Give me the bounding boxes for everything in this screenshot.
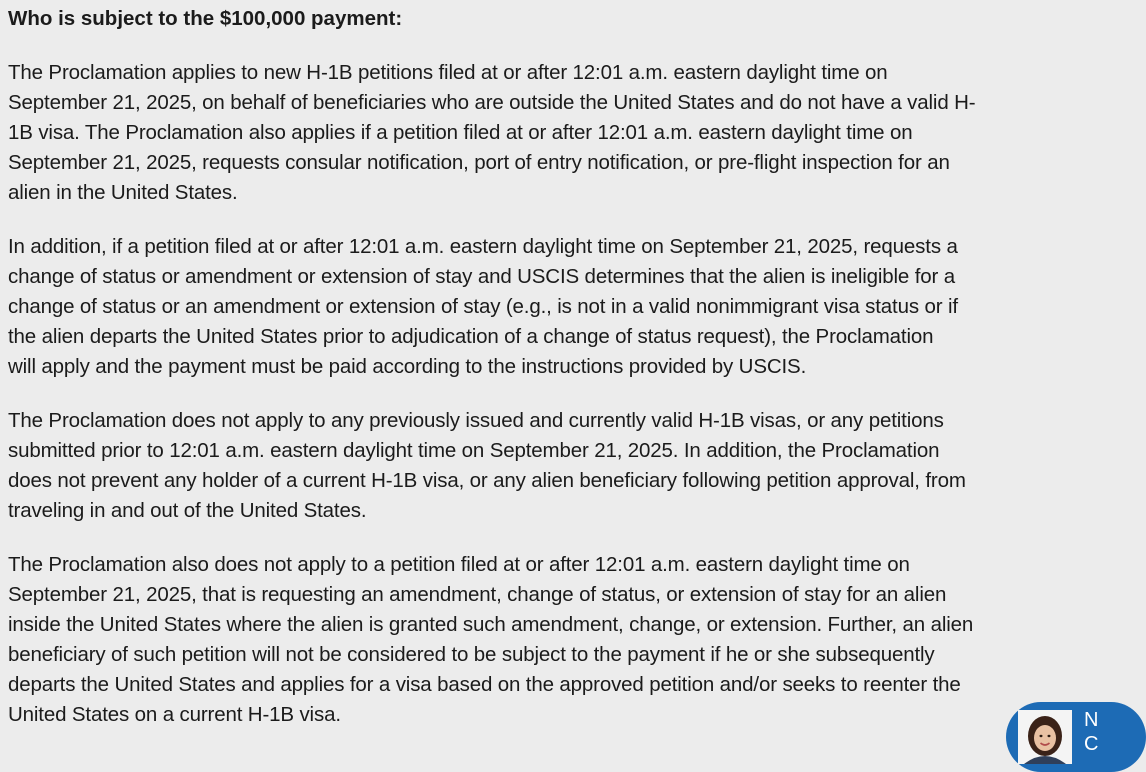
chat-label-line2: C — [1084, 733, 1099, 755]
paragraph-applies: The Proclamation applies to new H-1B petitions filed at or after 12:01 a.m. eastern daylight time on September 21, 2025, on behalf of beneficiaries who are outside the United States and do not have a valid H- 1B visa. The Proclamation also applies if a petition filed at or after 12:01 a.m. eastern daylight time on September 21, 2025, requests consular notification, port of entry notification, or pre-flight inspection for an alien in the United States. — [8, 61, 976, 204]
main-content — [8, 4, 1091, 754]
paragraph-does-not-apply: The Proclamation does not apply to any previously issued and currently valid H-1B visas, or any petitions submitted prior to 12:01 a.m. eastern daylight time on September 21, 2025. In addition, the Proclamation does not prevent any holder of a current H-1B visa, or any alien beneficiary following petition approval, from traveling in and out of the United States. — [8, 409, 966, 522]
chat-assistant-button[interactable] — [1006, 702, 1146, 772]
paragraph-also-does-not-apply: The Proclamation also does not apply to a petition filed at or after 12:01 a.m. eastern daylight time on September 21, 2025, that is requesting an amendment, change of status, or extension of stay for an alien inside the United States where the alien is granted such amendment, change, or extension. Further, an alien beneficiary of such petition will not be considered to be subject to the payment if he or she subsequently departs the United States and applies for a visa based on the approved petition and/or seeks to reenter the United States on a current H-1B visa. — [8, 553, 974, 726]
chat-label — [1084, 708, 1098, 756]
paragraph-change-of-status: In addition, if a petition filed at or after 12:01 a.m. eastern daylight time on September 21, 2025, requests a change of status or amendment or extension of stay and USCIS determines that the alien is ineligible for a change of status or an amendment or extension of stay (e.g., is not in a valid nonimmigrant visa status or if the alien departs the United States prior to adjudication of a change of status request), the Proclamation will apply and the payment must be paid according to the instructions provided by USCIS. — [8, 235, 958, 378]
section-heading: Who is subject to the $100,000 payment: — [8, 7, 403, 30]
assistant-avatar-icon — [1018, 710, 1072, 764]
chat-label-line1: N — [1084, 709, 1099, 731]
